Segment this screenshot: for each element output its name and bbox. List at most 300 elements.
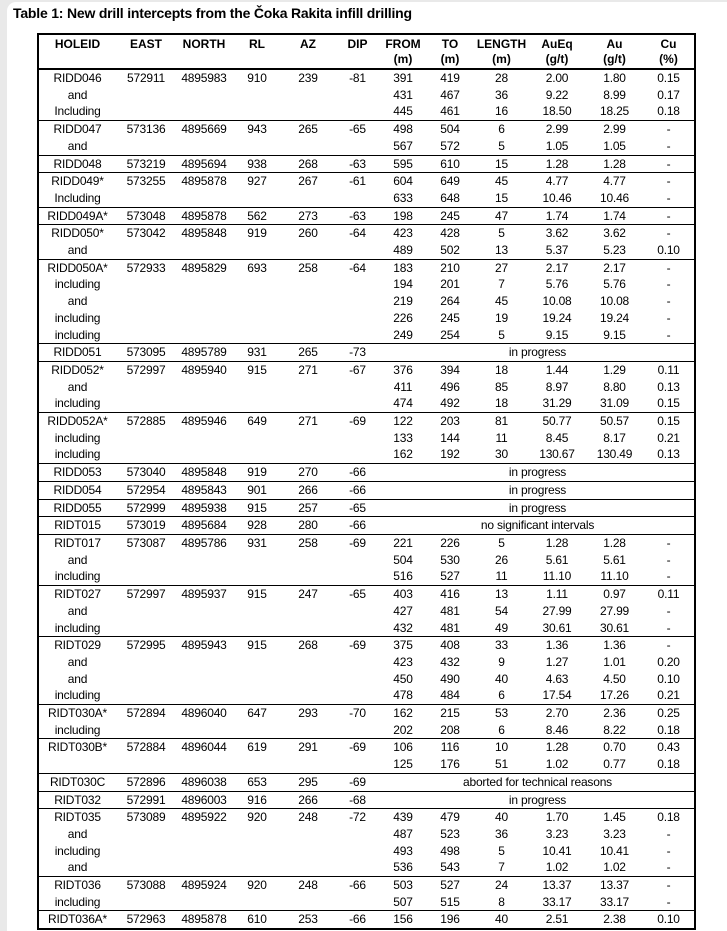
table-cell xyxy=(176,722,232,739)
table-cell: 13 xyxy=(475,586,528,603)
table-cell xyxy=(232,276,282,293)
table-cell: 4896003 xyxy=(176,791,232,809)
table-cell: 221 xyxy=(381,534,425,551)
table-cell: 260 xyxy=(282,225,334,242)
table-cell: 49 xyxy=(495,620,508,635)
table-cell xyxy=(176,138,232,155)
table-cell xyxy=(282,687,334,704)
table-cell xyxy=(282,87,334,104)
table-cell: 461 xyxy=(440,104,460,119)
table-cell: 375 xyxy=(381,637,425,654)
table-cell xyxy=(334,327,381,344)
table-cell xyxy=(176,568,232,585)
table-cell: 1.02 xyxy=(545,757,569,772)
table-cell xyxy=(176,379,232,396)
table-cell: 648 xyxy=(440,190,460,205)
table-cell: 9.15 xyxy=(603,327,626,342)
table-cell: 271 xyxy=(282,413,334,430)
table-cell: 0.20 xyxy=(657,654,680,669)
table-cell xyxy=(116,327,176,344)
table-cell: 4895937 xyxy=(176,586,232,603)
table-cell xyxy=(176,430,232,447)
table-cell: 419 xyxy=(425,69,475,87)
table-cell xyxy=(176,654,232,671)
table-cell xyxy=(176,620,232,637)
table-cell: -65 xyxy=(334,121,381,138)
table-cell: 1.02 xyxy=(545,860,569,875)
table-cell: 293 xyxy=(282,705,334,722)
table-cell xyxy=(116,310,176,327)
table-cell xyxy=(282,327,334,344)
table-cell: -66 xyxy=(334,911,381,929)
table-cell: 271 xyxy=(282,361,334,378)
table-cell xyxy=(232,756,282,773)
table-cell: 504 xyxy=(393,552,413,567)
table-cell xyxy=(232,430,282,447)
table-cell: 4.50 xyxy=(603,671,626,686)
table-cell xyxy=(334,620,381,637)
table-row xyxy=(38,687,695,704)
table-cell: 0.21 xyxy=(657,430,680,445)
table-row xyxy=(38,739,695,756)
table-row xyxy=(38,138,695,155)
table-cell: RIDT029 xyxy=(38,637,116,654)
table-row xyxy=(38,69,695,87)
content-panel xyxy=(7,2,727,931)
table-cell: 13 xyxy=(495,243,508,258)
table-cell: -69 xyxy=(334,534,381,551)
table-cell: 8.17 xyxy=(603,430,626,445)
table-row xyxy=(38,499,695,517)
table-cell xyxy=(282,671,334,688)
table-row xyxy=(38,103,695,120)
table-cell: 5.76 xyxy=(545,277,569,292)
table-cell: 130.49 xyxy=(596,447,633,462)
table-cell: RIDT015 xyxy=(38,517,116,535)
table-cell: 1.05 xyxy=(545,138,569,153)
table-cell: 573042 xyxy=(116,225,176,242)
table-cell: 543 xyxy=(440,860,460,875)
table-row xyxy=(38,773,695,791)
table-cell: 901 xyxy=(232,481,282,499)
column-header-au: Au (g/t) xyxy=(586,34,643,69)
table-cell: 254 xyxy=(440,327,460,342)
table-cell: 2.51 xyxy=(528,911,586,929)
table-cell: 5 xyxy=(498,138,505,153)
table-cell: 411 xyxy=(393,379,413,394)
table-cell xyxy=(334,859,381,876)
table-cell: 266 xyxy=(282,791,334,809)
table-cell: 562 xyxy=(232,207,282,225)
table-cell: 248 xyxy=(282,809,334,826)
table-cell: 610 xyxy=(425,155,475,173)
table-cell xyxy=(232,395,282,412)
table-row xyxy=(38,395,695,412)
table-cell: 432 xyxy=(393,620,413,635)
table-cell: 5.61 xyxy=(545,552,569,567)
table-cell: RIDD053 xyxy=(38,464,116,482)
table-cell: 572885 xyxy=(116,413,176,430)
table-cell xyxy=(334,103,381,120)
table-cell: 33 xyxy=(475,637,528,654)
table-cell: 4895878 xyxy=(176,207,232,225)
table-cell xyxy=(232,293,282,310)
table-cell: 265 xyxy=(282,344,334,362)
table-cell: -65 xyxy=(334,586,381,603)
table-cell: 920 xyxy=(232,809,282,826)
table-cell xyxy=(176,894,232,911)
table-cell: 10.08 xyxy=(542,294,572,309)
table-cell: 27.99 xyxy=(542,603,572,618)
table-cell: 572884 xyxy=(116,739,176,756)
table-cell: 394 xyxy=(425,361,475,378)
status-cell: aborted for technical reasons xyxy=(381,773,695,791)
table-cell: 36 xyxy=(495,87,508,102)
table-cell: 931 xyxy=(232,534,282,551)
table-cell xyxy=(282,620,334,637)
table-cell: 45 xyxy=(475,173,528,190)
table-cell: 248 xyxy=(282,877,334,894)
table-cell: 31.09 xyxy=(599,396,630,411)
table-cell: - xyxy=(643,534,695,551)
table-cell: 192 xyxy=(440,447,460,462)
table-cell xyxy=(176,103,232,120)
table-cell: 523 xyxy=(440,826,460,841)
table-cell: 40 xyxy=(495,671,508,686)
table-cell: 604 xyxy=(381,173,425,190)
table-cell: 8.46 xyxy=(545,722,569,737)
table-cell: 530 xyxy=(440,552,460,567)
table-cell: 527 xyxy=(440,569,460,584)
table-cell: 938 xyxy=(232,155,282,173)
table-cell xyxy=(334,568,381,585)
table-cell: 208 xyxy=(440,722,460,737)
table-cell xyxy=(232,687,282,704)
table-cell: -69 xyxy=(334,413,381,430)
table-cell: 487 xyxy=(393,826,413,841)
table-cell: 1.02 xyxy=(603,860,626,875)
table-cell: 13.37 xyxy=(528,877,586,894)
table-cell: RIDT030A* xyxy=(38,705,116,722)
table-cell: 5.61 xyxy=(603,552,626,567)
table-cell xyxy=(232,327,282,344)
table-cell: 51 xyxy=(495,757,508,772)
table-cell: 2.38 xyxy=(586,911,643,929)
table-cell: 4895983 xyxy=(176,69,232,87)
table-cell xyxy=(232,310,282,327)
table-cell xyxy=(232,620,282,637)
table-cell: 18.25 xyxy=(599,104,630,119)
table-cell xyxy=(282,859,334,876)
table-cell xyxy=(334,603,381,620)
table-cell: - xyxy=(666,603,671,618)
table-row xyxy=(38,361,695,378)
table-cell: including xyxy=(54,843,101,858)
table-cell: 693 xyxy=(232,259,282,276)
table-cell: 0.18 xyxy=(657,104,680,119)
table-cell: 10.08 xyxy=(599,294,630,309)
table-cell: 8.99 xyxy=(603,87,626,102)
table-cell: 10.46 xyxy=(542,190,572,205)
table-cell: 5.76 xyxy=(603,277,626,292)
table-cell xyxy=(282,103,334,120)
table-cell: 1.28 xyxy=(586,534,643,551)
table-cell: 4895938 xyxy=(176,499,232,517)
table-cell: 11 xyxy=(495,430,508,445)
table-cell xyxy=(334,687,381,704)
table-cell: 2.17 xyxy=(586,259,643,276)
table-cell xyxy=(232,379,282,396)
table-cell: RIDD050A* xyxy=(38,259,116,276)
table-title: Table 1: New drill intercepts from the Čoka Rakita infill drilling xyxy=(13,5,412,21)
table-cell xyxy=(232,603,282,620)
table-cell: 915 xyxy=(232,361,282,378)
table-cell xyxy=(116,568,176,585)
table-cell xyxy=(116,293,176,310)
table-cell xyxy=(176,242,232,259)
table-cell: 928 xyxy=(232,517,282,535)
table-cell: 19.24 xyxy=(542,310,572,325)
table-cell: and xyxy=(67,603,88,618)
column-header-to: TO (m) xyxy=(425,34,475,69)
table-cell: 53 xyxy=(475,705,528,722)
table-cell: 595 xyxy=(381,155,425,173)
table-cell: 573219 xyxy=(116,155,176,173)
table-cell: 915 xyxy=(232,586,282,603)
table-row xyxy=(38,121,695,138)
table-row xyxy=(38,310,695,327)
table-cell: 203 xyxy=(425,413,475,430)
table-cell: 515 xyxy=(440,894,460,909)
table-cell: and xyxy=(67,243,88,258)
table-cell: - xyxy=(643,225,695,242)
table-cell: - xyxy=(666,860,671,875)
table-cell: Including xyxy=(54,104,101,119)
table-cell: 130.67 xyxy=(539,447,575,462)
table-cell xyxy=(282,190,334,207)
table-cell: 3.62 xyxy=(528,225,586,242)
table-cell: 40 xyxy=(475,911,528,929)
table-cell: 247 xyxy=(282,586,334,603)
table-cell xyxy=(232,568,282,585)
table-row xyxy=(38,242,695,259)
table-cell xyxy=(232,843,282,860)
table-cell xyxy=(176,395,232,412)
table-cell xyxy=(282,293,334,310)
table-cell: 30.61 xyxy=(599,620,630,635)
table-cell xyxy=(232,552,282,569)
table-cell: including xyxy=(54,310,101,325)
table-cell: 572894 xyxy=(116,705,176,722)
table-row xyxy=(38,654,695,671)
table-cell xyxy=(116,103,176,120)
table-cell: 610 xyxy=(232,911,282,929)
table-cell: 573087 xyxy=(116,534,176,551)
table-cell: 572997 xyxy=(116,586,176,603)
table-cell: including xyxy=(54,327,101,342)
table-cell: 481 xyxy=(440,620,460,635)
table-cell: 1.70 xyxy=(528,809,586,826)
table-cell: 15 xyxy=(475,155,528,173)
table-cell: 40 xyxy=(475,809,528,826)
table-cell xyxy=(232,722,282,739)
table-cell: 572954 xyxy=(116,481,176,499)
table-cell xyxy=(334,242,381,259)
table-row xyxy=(38,276,695,293)
table-cell: 239 xyxy=(282,69,334,87)
table-cell xyxy=(282,395,334,412)
table-row xyxy=(38,809,695,826)
table-cell: - xyxy=(666,620,671,635)
table-body xyxy=(38,69,695,929)
column-header-holeid: HOLEID xyxy=(38,34,116,69)
table-cell xyxy=(282,310,334,327)
table-cell: 1.80 xyxy=(586,69,643,87)
table-cell: -69 xyxy=(334,773,381,791)
table-cell xyxy=(176,603,232,620)
table-cell: 4895786 xyxy=(176,534,232,551)
table-cell: 17.26 xyxy=(599,688,630,703)
table-cell: 33.17 xyxy=(542,894,572,909)
table-cell: RIDD052A* xyxy=(38,413,116,430)
table-cell: 439 xyxy=(381,809,425,826)
column-header-dip: DIP xyxy=(334,34,381,69)
table-cell xyxy=(334,722,381,739)
table-cell: 2.17 xyxy=(528,259,586,276)
table-cell: 3.62 xyxy=(586,225,643,242)
table-cell xyxy=(116,446,176,463)
table-row xyxy=(38,481,695,499)
table-cell xyxy=(334,430,381,447)
table-cell: including xyxy=(54,620,101,635)
table-row xyxy=(38,877,695,894)
table-cell: 50.77 xyxy=(528,413,586,430)
table-cell: 16 xyxy=(495,104,508,119)
table-row xyxy=(38,603,695,620)
table-cell: 503 xyxy=(381,877,425,894)
table-row xyxy=(38,894,695,911)
table-row xyxy=(38,344,695,362)
table-cell: 0.18 xyxy=(657,757,680,772)
table-cell: 210 xyxy=(425,259,475,276)
table-cell: 408 xyxy=(425,637,475,654)
table-cell: including xyxy=(54,430,101,445)
table-cell xyxy=(282,603,334,620)
table-cell: -66 xyxy=(334,464,381,482)
table-cell: 4895843 xyxy=(176,481,232,499)
table-cell xyxy=(38,756,116,773)
table-cell: RIDT030C xyxy=(38,773,116,791)
table-cell: 915 xyxy=(232,637,282,654)
table-cell xyxy=(282,138,334,155)
table-cell: 1.28 xyxy=(528,534,586,551)
table-cell: 4.77 xyxy=(528,173,586,190)
table-row xyxy=(38,586,695,603)
table-cell: -69 xyxy=(334,637,381,654)
table-cell: 257 xyxy=(282,499,334,517)
table-cell: 1.74 xyxy=(586,207,643,225)
table-cell: 2.70 xyxy=(528,705,586,722)
table-cell: 2.99 xyxy=(586,121,643,138)
table-cell: 245 xyxy=(425,207,475,225)
table-cell xyxy=(116,87,176,104)
table-row xyxy=(38,155,695,173)
table-cell: 7 xyxy=(498,860,505,875)
table-cell: 50.57 xyxy=(586,413,643,430)
table-cell xyxy=(282,826,334,843)
table-cell: 4895924 xyxy=(176,877,232,894)
table-cell: 280 xyxy=(282,517,334,535)
table-cell: 4895878 xyxy=(176,173,232,190)
table-row xyxy=(38,859,695,876)
table-cell: 5 xyxy=(498,843,505,858)
table-cell xyxy=(232,103,282,120)
table-cell: and xyxy=(67,826,88,841)
table-cell xyxy=(176,859,232,876)
table-cell: 0.10 xyxy=(643,911,695,929)
table-cell: - xyxy=(666,843,671,858)
table-cell xyxy=(116,894,176,911)
table-cell: 633 xyxy=(393,190,413,205)
table-cell: 1.27 xyxy=(545,654,569,669)
table-cell: 573088 xyxy=(116,877,176,894)
table-cell: 9.22 xyxy=(545,87,569,102)
table-cell: 196 xyxy=(425,911,475,929)
table-cell: RIDD049A* xyxy=(38,207,116,225)
status-cell: in progress xyxy=(381,499,695,517)
table-cell: 572911 xyxy=(116,69,176,87)
table-cell: 416 xyxy=(425,586,475,603)
table-cell: -66 xyxy=(334,517,381,535)
table-row xyxy=(38,430,695,447)
table-cell: RIDD052* xyxy=(38,361,116,378)
table-cell xyxy=(176,327,232,344)
table-row xyxy=(38,534,695,551)
table-cell: 376 xyxy=(381,361,425,378)
column-header-east: EAST xyxy=(116,34,176,69)
table-cell: - xyxy=(666,552,671,567)
table-cell: 431 xyxy=(393,87,413,102)
table-cell: 156 xyxy=(381,911,425,929)
table-cell: 4896040 xyxy=(176,705,232,722)
table-cell: -70 xyxy=(334,705,381,722)
table-row xyxy=(38,568,695,585)
table-cell: RIDD046 xyxy=(38,69,116,87)
table-cell: 3.23 xyxy=(603,826,626,841)
table-cell: 4.63 xyxy=(545,671,569,686)
table-cell: and xyxy=(67,294,88,309)
status-cell: no significant intervals xyxy=(381,517,695,535)
table-cell: 573019 xyxy=(116,517,176,535)
table-cell: 8.45 xyxy=(545,430,569,445)
table-cell xyxy=(334,379,381,396)
table-cell: 264 xyxy=(440,294,460,309)
table-cell xyxy=(176,826,232,843)
table-cell: 0.25 xyxy=(643,705,695,722)
table-cell: -63 xyxy=(334,207,381,225)
table-cell: 4.77 xyxy=(586,173,643,190)
table-row xyxy=(38,722,695,739)
table-cell: 498 xyxy=(381,121,425,138)
table-cell: 1.28 xyxy=(528,155,586,173)
table-cell: RIDD047 xyxy=(38,121,116,138)
table-cell: 0.97 xyxy=(586,586,643,603)
table-cell xyxy=(116,379,176,396)
table-cell xyxy=(334,894,381,911)
table-row xyxy=(38,87,695,104)
table-cell: 427 xyxy=(393,603,413,618)
table-row xyxy=(38,756,695,773)
